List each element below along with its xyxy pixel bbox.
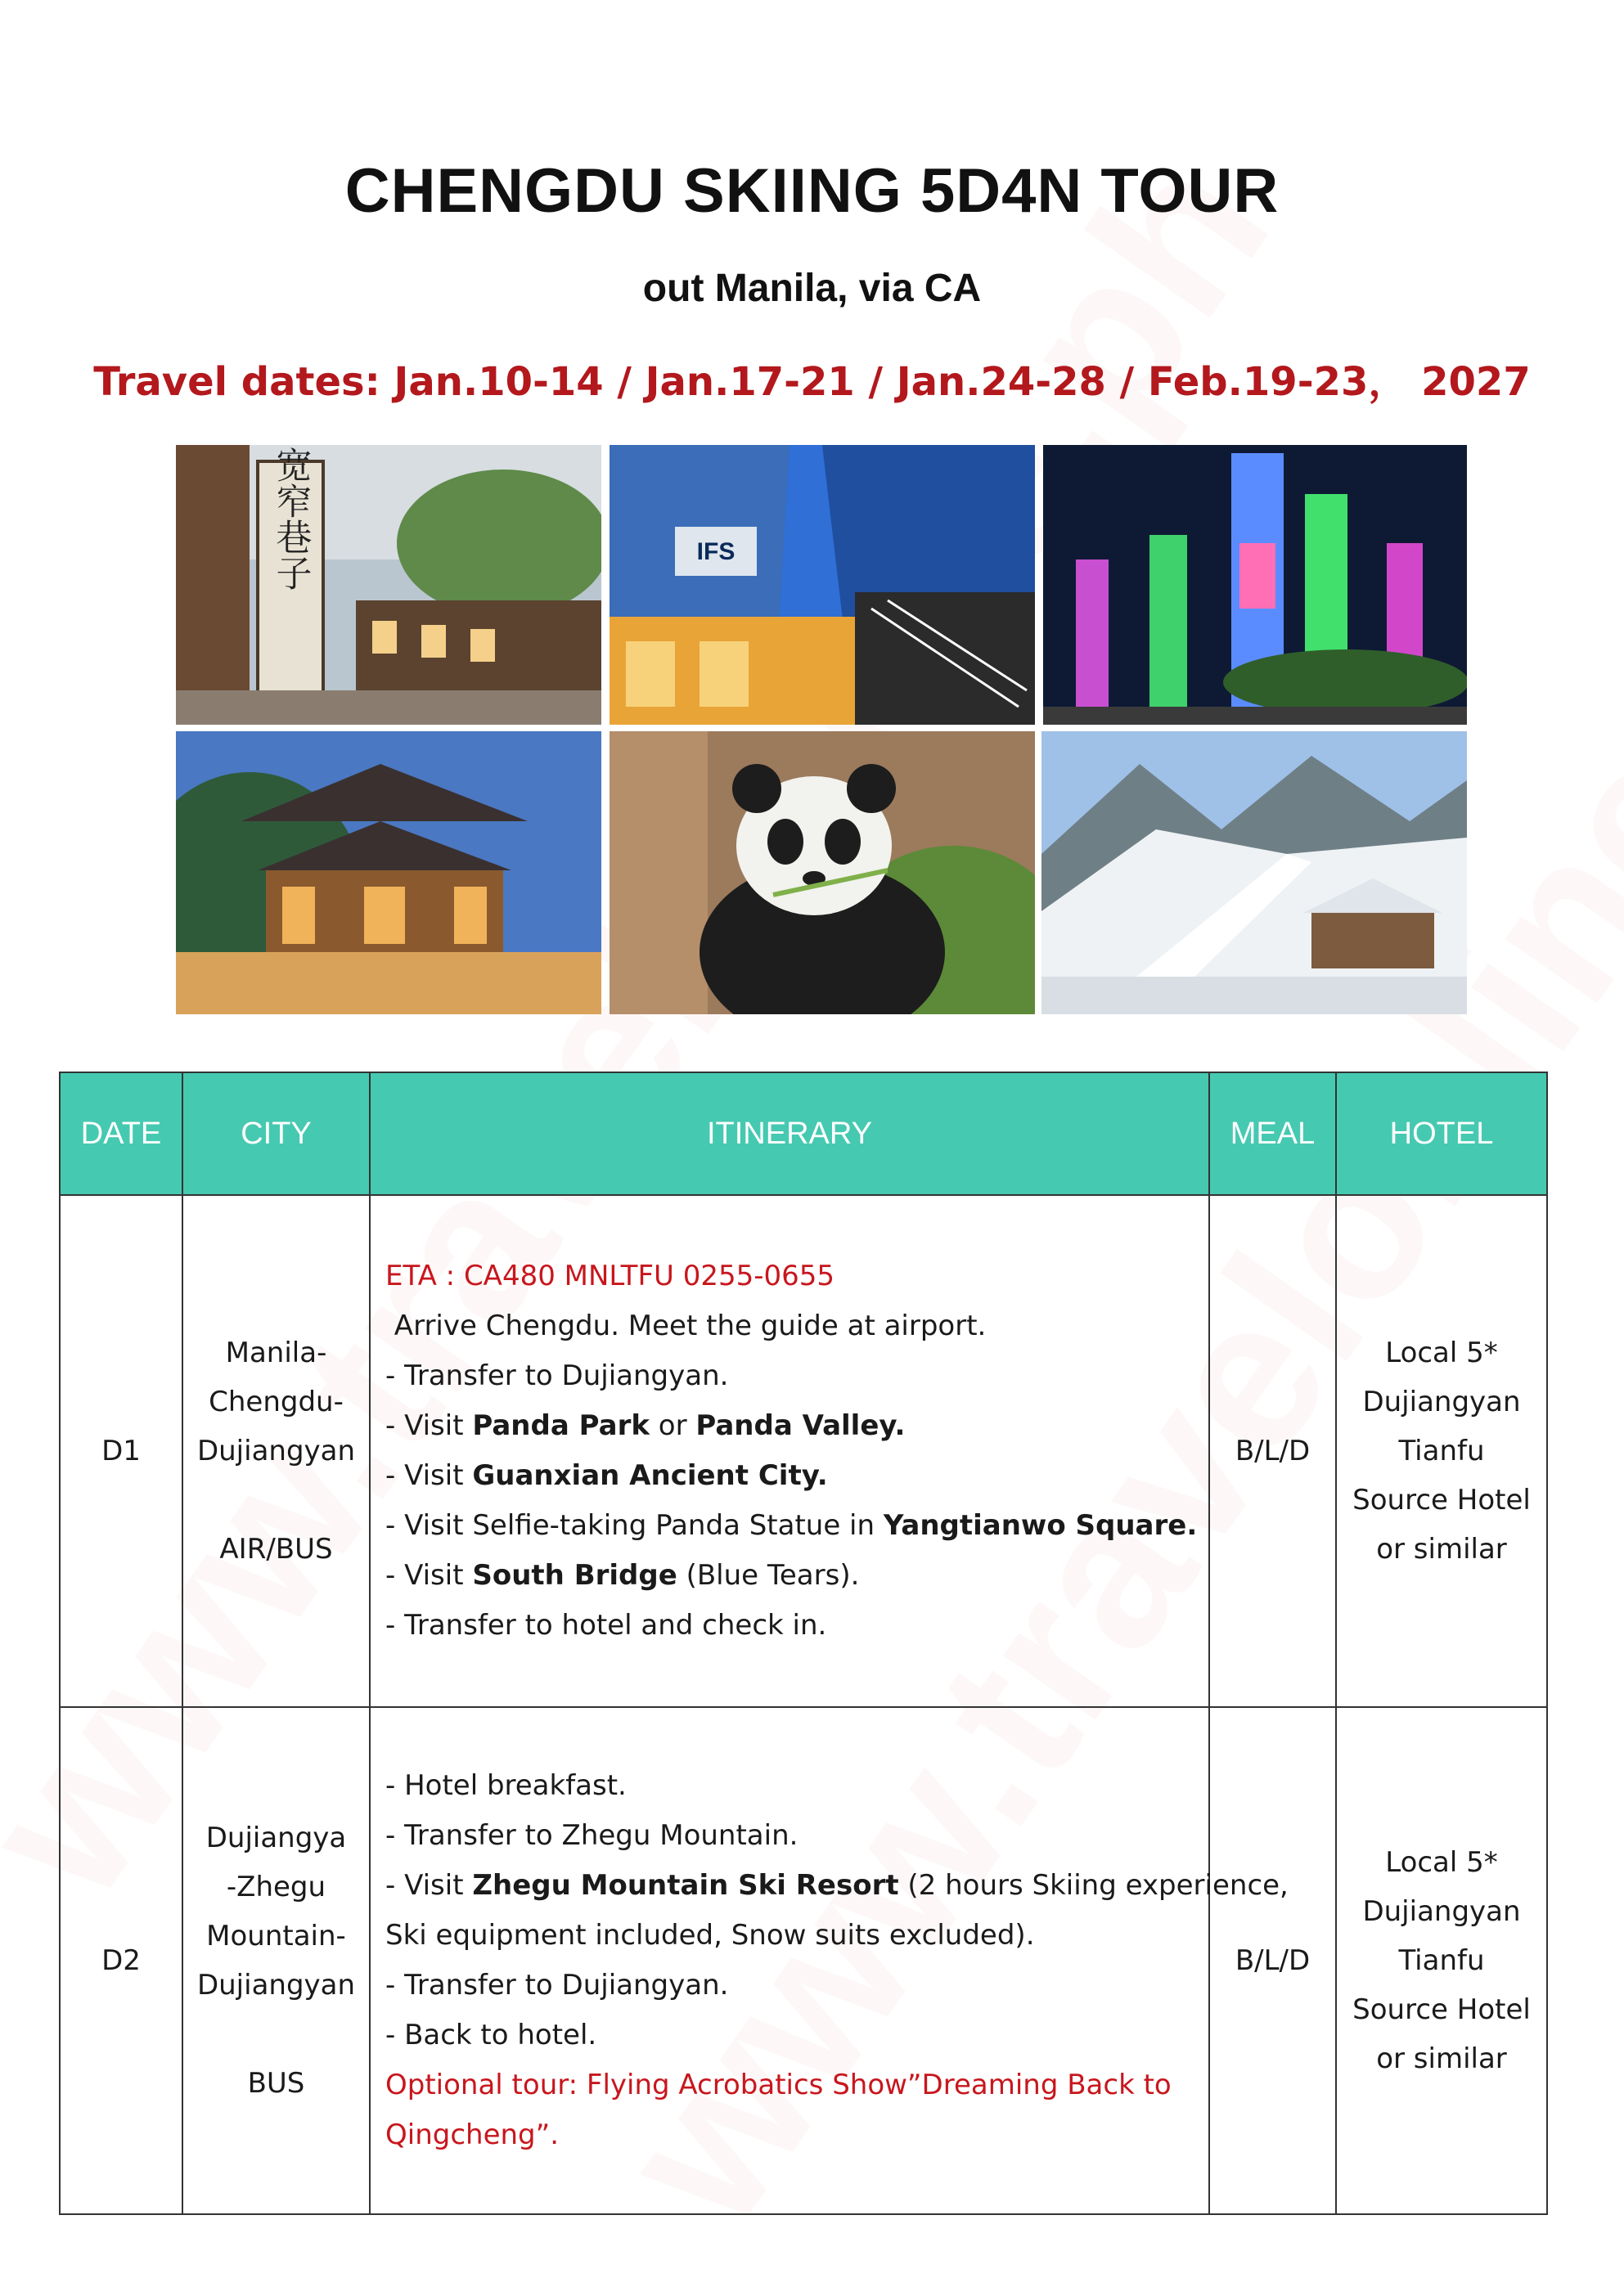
line-text: - Visit xyxy=(385,1459,473,1492)
itinerary-line xyxy=(385,1501,1198,1551)
hotel-line: Local 5* xyxy=(1385,1337,1498,1369)
line-text: (Blue Tears). xyxy=(677,1559,860,1592)
line-text: - Visit xyxy=(385,1409,473,1442)
line-text: - Visit xyxy=(385,1869,473,1902)
line-text: - Visit xyxy=(385,1559,473,1592)
optional-tour: Optional tour: Flying Acrobatics Show”Dreaming Back to xyxy=(385,2069,1172,2101)
date-cell: D2 xyxy=(60,1707,182,2214)
line-text: - Visit Selfie-taking Panda Statue in xyxy=(385,1509,884,1542)
place-name: South Bridge xyxy=(472,1559,677,1592)
flight-eta: ETA : CA480 MNLTFU 0255-0655 xyxy=(385,1260,835,1292)
itinerary-line: Arrive Chengdu. Meet the guide at airport. xyxy=(385,1310,987,1342)
transport-mode: BUS xyxy=(247,2067,305,2100)
photo-giant-panda xyxy=(610,731,1035,1014)
photo-kuanzhai-alley xyxy=(176,445,601,725)
place-name: Zhegu Mountain Ski Resort xyxy=(472,1869,899,1902)
photo-ifs-mall xyxy=(610,445,1035,725)
line-text: (2 hours Skiing experience, xyxy=(898,1869,1289,1902)
header-city: CITY xyxy=(182,1072,370,1195)
table-row xyxy=(60,1195,1547,1707)
hotel-line: Source Hotel xyxy=(1352,1484,1531,1516)
date-cell: D1 xyxy=(60,1195,182,1707)
line-text: or xyxy=(649,1409,696,1442)
itinerary-line xyxy=(385,1861,1289,1911)
place-name: Panda Park xyxy=(472,1409,650,1442)
place-name: Yangtianwo Square. xyxy=(883,1509,1198,1542)
photo-pavilion xyxy=(176,731,601,1014)
city-line: Dujiangya xyxy=(205,1822,347,1854)
table-header-row xyxy=(60,1072,1547,1195)
hotel-line: Tianfu xyxy=(1398,1435,1485,1467)
photo-ski-resort xyxy=(1041,731,1467,1014)
city-line: Chengdu- xyxy=(209,1386,344,1418)
transport-mode: AIR/BUS xyxy=(219,1533,333,1566)
sign-text: 宽窄巷子 xyxy=(269,447,312,591)
city-line: Mountain- xyxy=(206,1920,346,1952)
hotel-line: or similar xyxy=(1376,2042,1507,2075)
header-meal: MEAL xyxy=(1209,1072,1336,1195)
hotel-line: Dujiangyan xyxy=(1362,1895,1521,1928)
header-itinerary: ITINERARY xyxy=(370,1072,1209,1195)
hotel-cell xyxy=(1336,1707,1547,2214)
hotel-line: Source Hotel xyxy=(1352,1993,1531,2026)
place-name: Guanxian Ancient City. xyxy=(472,1459,828,1492)
meal-cell: B/L/D xyxy=(1209,1195,1336,1707)
itinerary-table xyxy=(59,1072,1548,2215)
city-line: Manila- xyxy=(225,1337,327,1369)
page-title: CHENGDU SKIING 5D4N TOUR xyxy=(344,156,1280,226)
city-line xyxy=(184,2010,368,2059)
hotel-cell xyxy=(1336,1195,1547,1707)
city-cell xyxy=(182,1707,370,2214)
itinerary-line xyxy=(385,1451,1194,1501)
itinerary-line xyxy=(385,1401,1194,1451)
header-date: DATE xyxy=(60,1072,182,1195)
hotel-line: Dujiangyan xyxy=(1362,1386,1521,1418)
itinerary-line: - Transfer to Zhegu Mountain. xyxy=(385,1819,799,1852)
itinerary-line: - Transfer to Dujiangyan. xyxy=(385,1359,729,1392)
itinerary-line: - Transfer to hotel and check in. xyxy=(385,1609,827,1642)
city-line: Dujiangyan xyxy=(196,1969,356,2002)
header-hotel: HOTEL xyxy=(1336,1072,1547,1195)
meal-cell: B/L/D xyxy=(1209,1707,1336,2214)
hotel-line: Tianfu xyxy=(1398,1944,1485,1977)
city-line: -Zhegu xyxy=(226,1871,326,1903)
city-line: Dujiangyan xyxy=(196,1435,356,1467)
travel-dates: Travel dates: Jan.10-14 / Jan.17-21 / Jan.24-28 / Feb.19-23， 2027 xyxy=(93,359,1531,405)
photo-lit-towers xyxy=(1043,445,1467,725)
itinerary-line: - Hotel breakfast. xyxy=(385,1769,627,1802)
itinerary-line: Ski equipment included, Snow suits excluded). xyxy=(385,1919,1035,1952)
itinerary-line xyxy=(385,1551,1194,1601)
city-cell xyxy=(182,1195,370,1707)
city-line xyxy=(184,1476,368,1525)
place-name: Panda Valley. xyxy=(695,1409,906,1442)
page-subtitle: out Manila, via CA xyxy=(642,267,982,310)
itinerary-line: - Back to hotel. xyxy=(385,2019,597,2051)
table-row xyxy=(60,1707,1547,2214)
ifs-logo-text: IFS xyxy=(696,538,736,565)
itinerary-line: - Transfer to Dujiangyan. xyxy=(385,1969,729,2002)
optional-tour: Qingcheng”. xyxy=(385,2119,560,2151)
itinerary-cell xyxy=(370,1195,1209,1707)
hotel-line: Local 5* xyxy=(1385,1846,1498,1879)
hotel-line: or similar xyxy=(1376,1533,1507,1566)
